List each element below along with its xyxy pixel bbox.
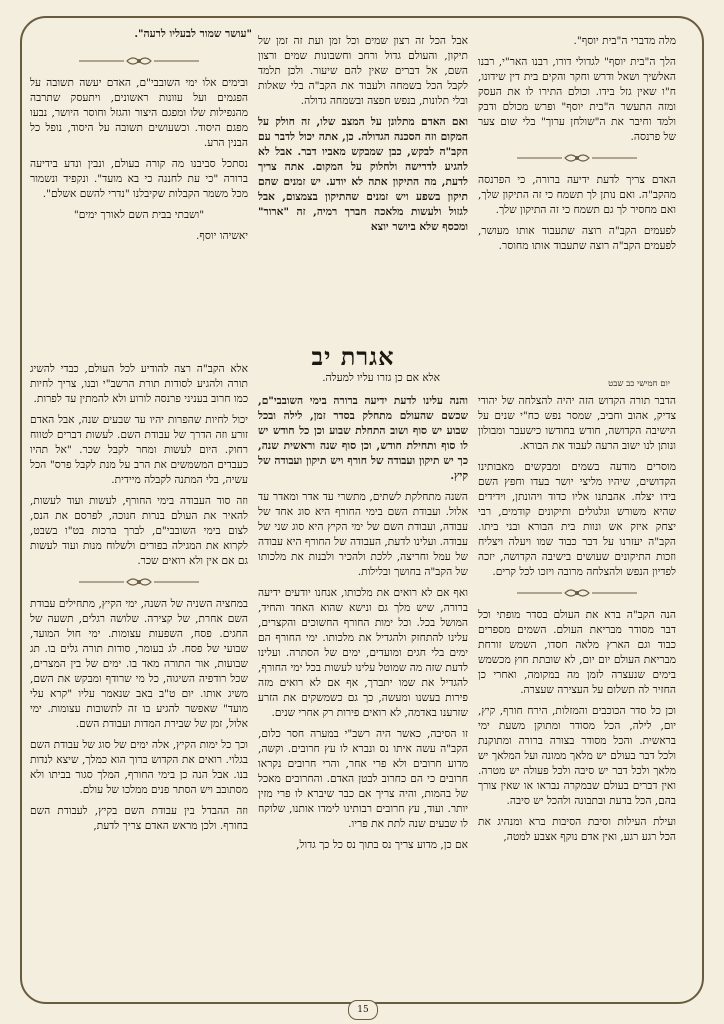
paragraph: וזה ההבדל בין עבודת השם בקיץ, לעבודת השם בחורף. ולכן מראש האדם צריך לדעת, [30,805,248,832]
middle-column-top [258,34,468,338]
paragraph: הנה הקב"ה ברא את העולם בסדר מופתי וכל דבר מסודר מבריאת העולם. השמים מספרים כבוד וגם הארץ מלאה חסדו, השמש זורחת מבריאת העולם יום יום, לא שובתת חוץ מכשמש בימים שנעצרה לזמן מה במקומה, ואחרי כן החזיר לה תשלום על העצירה שעצרה. [478,609,676,696]
paragraph: ובימים אלו ימי השובבי"ם, האדם יעשה תשובה על הפגמים ועל עוונות ראשונים, ויתעסק שתרבה מהנפילות שלו ומפגם היצור והגזל וחוסר היושר, נבעו מפגם היסוד. וכשעושים תשובה על היסוד, נופל כל הבנין הרע. [30,77,248,149]
paragraph: השנה מתחלקת לשתים, מתשרי עד אדר ומאדר עד אלול. ועבודת השם בימי החורף היא סוג אחד של עבודה, ועבודת השם של ימי הקיץ היא סוג שני של עבודה. ועלינו לדעת, העבודה של החורף היא עבודה של עמל וחריצה, ללכת ולהכיר ולבנות את מלכותו של הקב"ה בחושך ובלילות. [258,491,468,578]
paragraph: במחציה השניה של השנה, ימי הקיץ, מתחילים עבודת השם אחרת, של קצירה. שלושה רגלים, תשעה של החגים. פסח, השפעות עצומות. ימי חול המועד, שבועי של פסח. לג בעומר, סודות תורה גלים בו. תג שבועות, אור התורה מאד בו. ימים של בין המצרים, שכל רודפיה השיגוה, כל מי שרודף ומבקש את השם, משיג אותו. יום ט"ב באב שנאמר עליו "קרא עלי מועד" שאפשר להגיע בו זה לתשובות עצומות. ימי אלול, זמן של שבירת המדות ועבודת השם. [30,598,248,730]
left-column-top [30,48,248,324]
paragraph: יכול לחיות שהפרות יהיו עד שבעים שנה, אבל האדם זורע וזה הדרך של עבודת השם. לעשות דברים לטווח רחוק. היום לעשות ומחר לקבל שכר. "אל תהיו כעבדים המשמשים את הרב על מנת לקבל פרס" הכל עשיה, בלי המתנה לקבלה מיידית. [30,414,248,486]
ornament-divider-icon [517,151,637,165]
signature: יאשיהו יוסף. [196,230,248,242]
paragraph-bold: ואם האדם מתלונן על המצב שלו, זה חולק על המקום וזה הסכנה הגדולה. כן, אתה יכול לדבר עם הקב"ה לבקש, כבן שמבקש מאביו דבר. אבל לא להגיע לדרישה ולחלוק על המקום. אתה צריך לדעת, מה התיקון אתה לא יודע. יש זמנים שהם תיקון בשפע ויש זמנים שהתיקון בצמצום, אבל לגזול ולעשות מלאכה חברך רמיה, זה "ארור" ומכסף שלא ביושר יוצא [258,116,468,233]
paragraph: האדם צריך לדעת ידיעה ברורה, כי הפרנסה מהקב"ה. ואם נותן לך תשמח כי זה התיקון שלך, ואם מחסיר לך גם תשמח כי זה התיקון שלך. [478,174,676,216]
page-number: 15 [348,1000,378,1020]
ornament-divider-icon [79,54,199,68]
paragraph: "ושבתי בבית השם לאורך ימים" [73,209,205,221]
paragraph: ועילת העילות וסיבת הסיבות ברא ומנהיג את הכל רגע רגע, ואין אדם נוקף אצבע למטה, [478,816,676,843]
paragraph: וכך כל ימות הקיץ, אלה ימים של סוג של עבודת השם בגלוי. רואים את הקדוש ברוך הוא כמלך, שיצא לנדות בנו. אבל הנה כן בימי החורף, המלך סגור בביתו ולא מסתובב ויש הסתר פנים ממלכו של עולם. [30,739,248,796]
paragraph: ואף אם לא רואים את מלכותו, אנחנו יודעים ידיעה ברורה, שיש מלך גם ונישא שהוא האחד והחיד, המושל בכל. וכל ימות החורף החשוכים והקצרים, עלינו להתחזק ולהגדיל את מלכותו. ימי החורף הם ימים בלי חגים ומועדים, ימים של הסתרה. ועלינו לדעת שזה מה שמוטל עלינו לעשות בכל ימי החורף, להגדיל את שמו יתברך, אף אם לא רואים מזה פירות בעשנו ומעשה, כך גם כשמשקים את הזרע שזרענו באדמה, לא רואים פירות רק אחרי שנים. [258,587,468,719]
paragraph: אבל הכל זה רצון שמים וכל זמן ועת זה זמן של תיקון, והעולם גדול ורחב וחשבונות שמים ורצון השם, אל דברים שאין להם שיעור. ולכן תלמד לקבל הכל בשמחה ולעבוד את הקב"ה בלי שאלות ובלי תלונות, בנפש חפצה ובשמחה גדולה. [258,35,468,107]
ornament-divider-icon [517,586,637,600]
paragraph: נסתכל סביבנו מה קורה בעולם, ונבין ונדע בידיעה ברורה "כי עת לחננה כי בא מועד". ונקפיד ונשמור מכל משמר הקבלות שקיבלנו "נדרי להשם אשלם". [30,158,248,200]
paragraph: מלה מדברי ה"בית יוסף". [573,35,676,47]
left-column-bottom [30,362,248,994]
letter-date: יום חמישי כב שבט [608,379,670,389]
paragraph: הדבר תורה הקדוש הזה יהיה להצלחה של יהודי צדיק, אהוב וחביב, שמסר נפש כח"י שנים על הישיבה הקדושה, חודש בחודשו כישעבר ומבולון ונותן לנו ישוב הרעה לעבוד את הבורא. [478,395,676,452]
paragraph-bold: והנה עלינו לדעת ידיעה ברורה בימי השובבי"ם, שכשם שהעולם מתחלק בסדר זמן, לילה ובכל שבוע יש סוף ושוב התחלת שבוע וכן כל חודש יש לו סוף ותחילת חודש, וכן סוף שנה וראשית שנה, כך יש תיקון ועבודה של חורף ויש תיקון ועבודה של קיץ. [258,395,468,482]
letter-title: אגרת יב [311,342,395,371]
letter-subtitle: אלא אם כן גזרו עליו למעלה. [322,372,440,384]
middle-column-bottom [258,394,468,994]
paragraph: לפעמים הקב"ה רוצה שתעבוד אותו מעושר, לפעמים הקב"ה רוצה שתעבוד אותו מחוסר. [478,225,676,252]
right-column-top [478,34,676,310]
ornament-divider-icon [79,575,199,589]
paragraph: אם כן, מדוע צריך נס בתוך נס כל כך גדול, [296,839,468,851]
paragraph: זו הסיבה, כאשר היה רשב"י במערה חסר כלום, הקב"ה עשה איתו נס ונברא לו עץ חרובים. וקשה, מדוע חרובים ולא פרי אחר, והרי חרובים נקראו חרובים כי הם כחרוב לבטן האדם. והחרובים מאכל של בהמות, והיה צריך אם כבר שיברא לו פרי מזין יותר. ועוד, עץ חרובים רבותינו לימדו אותנו, שלוקח לו שבעים שנה לתת את פריו. [258,728,468,830]
paragraph: וזה סוד העבודה בימי החורף, לעשות ועוד לעשות, להאיר את העולם בנרות חנוכה, לפרסם את הנס, לצום בימי השובבי"ם, לברך ברכות בט"ו בשבט, לקרוא את המגילה בפורים ולשלוח מנות ועוד לעשות גם אם אין ולא רואים שכר. [30,495,248,567]
right-column-bottom [478,394,676,994]
paragraph: מוסרים מודעה בשמים ומבקשים מאבותינו הקדושים, שיהיו מליצי יושר בעדו וחפץ השם בידו יצלח. אהבתנו אליו כדוד ויהונתן, וידידים שהיא משורש וגלגולים ותיקונים קודמים, רבי יצחק איזק אש ונוות בית הבורא ובני ביתו. הקב"ה יעזרנו על דבר כבוד שמו ויעלה ויצליח וזכות התיקונים שעושים בישיבה הקדושה, יזכה לפדיון הנפש ולהצלחה מרובה ויזכו לכל קרים. [478,461,676,578]
paragraph: אלא הקב"ה רצה להודיע לכל העולם, כבדי להשיג תורה ולהגיע לסודות תורת הרשב"י ובנו, צריך לחיות כמו חרוב בעניני פרנסה לורוע ולא להמתין עד לפרות. [30,363,248,405]
paragraph: וכן כל סדר הכוכבים והמזלות, הירח חורף, קיץ, יום, לילה, הכל מסודר ומתוקן משעת ימי בראשית. והכל מסודר בצורה ברורה ומתוקנת ולכל דבר בעולם יש מלאך ממונה ועל המלאך יש מלאך ולכל דבר יש סיבה ולכל פעולה יש מטרה. ואין דברים בעולם שבמקרה נבראו או שאין צורך בהם, הכל בדעת ובתבונה ולהכל יש סיבה. [478,705,676,807]
paragraph: הלך ה"בית יוסף" לגדולי דורו, רבנו האר"י, רבנו האלשיך ושאל ודרש וחקר והקים בית דין שידונו, ח"ו שאין גזל בידו. וכולם התירו לו את העסק ומזה התעשר ה"בית יוסף" ופרש מכולם ודבק ולמד וחיבר את ה"שולחן ערוך" בלי שום צער של פרנסה. [478,56,676,143]
left-column-header: "עושר שמור לבעליו לרעה". [134,28,252,40]
